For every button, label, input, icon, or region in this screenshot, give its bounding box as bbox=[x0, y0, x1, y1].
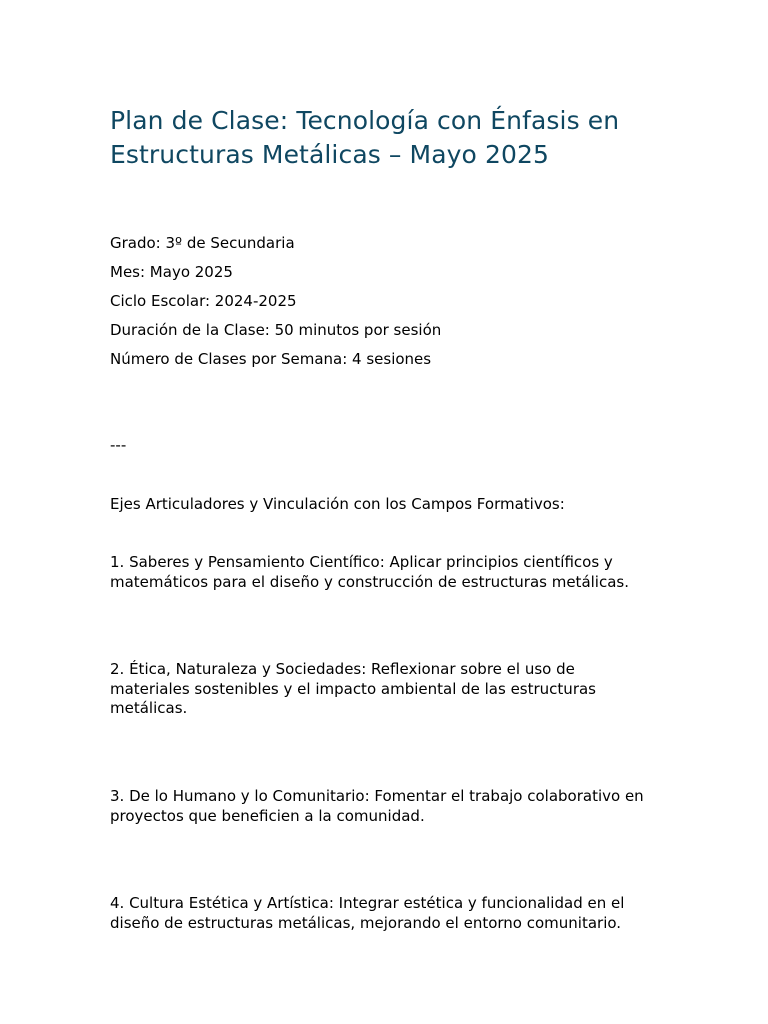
month-line: Mes: Mayo 2025 bbox=[110, 263, 233, 281]
class-duration-line: Duración de la Clase: 50 minutos por sesión bbox=[110, 321, 442, 339]
axes-heading: Ejes Articuladores y Vinculación con los Campos Formativos: bbox=[110, 495, 565, 513]
school-year-line: Ciclo Escolar: 2024-2025 bbox=[110, 292, 297, 310]
grade-line: Grado: 3º de Secundaria bbox=[110, 234, 295, 252]
axis-item-scientific-thinking: 1. Saberes y Pensamiento Científico: Aplicar principios científicos y matemáticos para el diseño y construcción de estructuras metálicas. bbox=[110, 553, 629, 591]
document-page bbox=[110, 104, 670, 932]
class-details bbox=[110, 233, 670, 369]
weekly-sessions-line: Número de Clases por Semana: 4 sesiones bbox=[110, 350, 432, 368]
section-separator: --- bbox=[110, 436, 127, 454]
axis-item-human-community: 3. De lo Humano y lo Comunitario: Fomentar el trabajo colaborativo en proyectos que beneficien a la comunidad. bbox=[110, 787, 644, 825]
axis-item-aesthetic-culture: 4. Cultura Estética y Artística: Integrar estética y funcionalidad en el diseño de estructuras metálicas, mejorando el entorno comunitario. bbox=[110, 894, 625, 932]
document-title: Plan de Clase: Tecnología con Énfasis en Estructuras Metálicas – Mayo 2025 bbox=[110, 106, 620, 169]
axis-item-ethics-nature-societies: 2. Ética, Naturaleza y Sociedades: Reflexionar sobre el uso de materiales sostenibles y el impacto ambiental de las estructuras metálicas. bbox=[110, 660, 596, 717]
